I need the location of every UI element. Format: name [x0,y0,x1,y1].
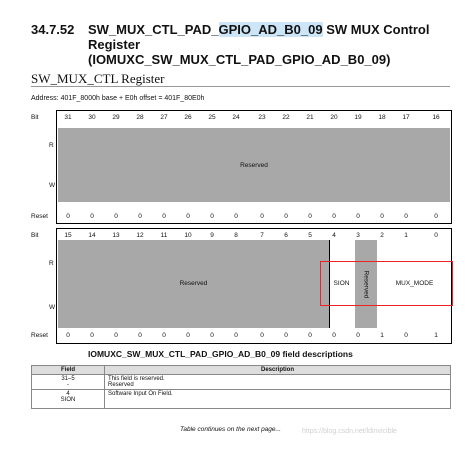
bit-number: 20 [330,114,338,121]
field-range: 4 [66,391,70,397]
reset-value: 0 [234,332,238,339]
table-row [32,390,451,409]
reset-value: 0 [434,213,438,220]
bit-number: 8 [234,232,238,239]
bit-number: 16 [432,114,440,121]
reset-value: 0 [210,332,214,339]
reset-value: 0 [332,213,336,220]
bit-number: 29 [112,114,120,121]
reset-value: 0 [186,332,190,339]
field-cell [32,375,105,390]
title-highlight: GPIO_AD_B0_09 [218,22,323,37]
bit-number: 17 [402,114,410,121]
reserved-label-upper: Reserved [240,162,268,169]
reset-value: 0 [138,213,142,220]
col-description-header: Description [105,366,451,375]
register-title [88,22,458,67]
bit-label: Bit [31,232,39,239]
reset-value: 0 [138,332,142,339]
reset-value: 0 [90,213,94,220]
bit-number: 22 [282,114,290,121]
table-row [32,375,451,390]
reset-value: 0 [114,332,118,339]
section-number: 34.7.52 [31,22,75,37]
write-label: W [49,304,56,311]
watermark: https://blog.csdn.net/ldinvicible [302,428,397,435]
description-cell [105,375,451,390]
field-cell [32,390,105,409]
bit-number: 25 [208,114,216,121]
reset-value: 0 [404,213,408,220]
reset-value: 1 [380,332,384,339]
reset-value: 0 [90,332,94,339]
reset-value: 0 [284,332,288,339]
bit-number: 5 [308,232,312,239]
write-label: W [49,182,56,189]
bit-number: 24 [232,114,240,121]
bit-number: 23 [258,114,266,121]
bit-number: 27 [160,114,168,121]
reserved-label-bit3: Reserved [362,270,370,299]
reset-value: 1 [434,332,438,339]
bit-number: 13 [112,232,120,239]
reset-value: 0 [308,332,312,339]
description-line: Software Input On Field. [108,391,173,397]
bit-number: 2 [380,232,384,239]
reset-value: 0 [260,332,264,339]
bit-label: Bit [31,114,39,121]
bit-number: 30 [88,114,96,121]
reset-value: 0 [234,213,238,220]
bit-number: 0 [434,232,438,239]
bit-number: 6 [284,232,288,239]
description-cell [105,390,451,409]
bit-number: 28 [136,114,144,121]
bit-number: 26 [184,114,192,121]
register-address: Address: 401F_8000h base + E0h offset = 401F_80E0h [31,95,205,102]
reset-value: 0 [380,213,384,220]
field-range: 31–5 [61,376,75,382]
bit-number: 21 [306,114,314,121]
bit-number: 10 [184,232,192,239]
description-line: This field is reserved. [108,376,165,382]
reset-value: 0 [356,213,360,220]
bit-number: 3 [356,232,360,239]
description-line: Reserved [108,382,134,388]
bit-number: 9 [210,232,214,239]
reset-label: Reset [31,213,48,220]
bit-number: 12 [136,232,144,239]
title-line3: (IOMUXC_SW_MUX_CTL_PAD_GPIO_AD_B0_09) [88,52,391,67]
title-part1: SW_MUX_CTL_PAD_ [88,22,219,37]
bit-number: 31 [64,114,72,121]
register-subheading: SW_MUX_CTL Register [31,71,165,86]
bit-number: 14 [88,232,96,239]
field-descriptions-title: IOMUXC_SW_MUX_CTL_PAD_GPIO_AD_B0_09 field descriptions [88,349,353,359]
title-part2: SW MUX Control Register [88,22,430,52]
reset-value: 0 [162,213,166,220]
bit-number: 19 [354,114,362,121]
bit-number: 18 [378,114,386,121]
register-lower [31,228,451,344]
read-label: R [49,260,54,267]
reset-label: Reset [31,332,48,339]
bit-number: 15 [64,232,72,239]
field-descriptions-table [31,365,451,409]
reserved-label-lower: Reserved [179,280,208,287]
sion-label: SION [333,280,350,287]
bit-number: 1 [404,232,408,239]
reset-value: 0 [114,213,118,220]
bit-number: 7 [260,232,264,239]
field-name: - [67,382,69,388]
col-field-header: Field [32,366,105,375]
reset-value: 0 [356,332,360,339]
field-name: SION [60,397,76,403]
bit-number: 4 [332,232,336,239]
mux-mode-label: MUX_MODE [395,280,434,287]
bit-number: 11 [160,232,168,239]
highlight-box [320,261,453,306]
reset-value: 0 [66,213,70,220]
reset-value: 0 [260,213,264,220]
read-label: R [49,142,54,149]
reset-value: 0 [284,213,288,220]
register-upper [31,110,451,224]
reset-value: 0 [210,213,214,220]
reset-value: 0 [186,213,190,220]
reset-value: 0 [404,332,408,339]
subheading-rule [31,86,450,87]
reset-value: 0 [332,332,336,339]
reset-value: 0 [66,332,70,339]
reset-value: 0 [308,213,312,220]
reset-value: 0 [162,332,166,339]
table-continues-note: Table continues on the next page... [180,426,281,433]
